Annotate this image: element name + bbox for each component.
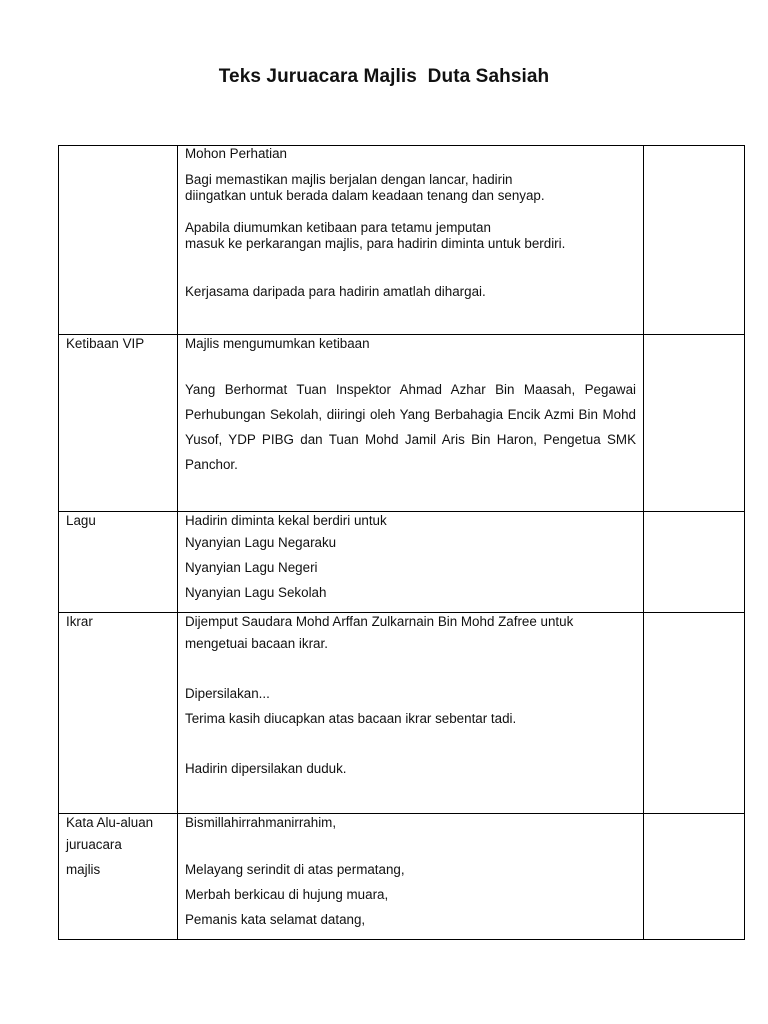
script-line: Pemanis kata selamat datang, <box>185 912 366 927</box>
script-line: Nyanyian Lagu Negeri <box>185 560 318 575</box>
section-label-cell <box>59 613 178 814</box>
script-text-cell <box>178 146 644 335</box>
table-row <box>59 512 745 613</box>
script-text-cell <box>178 512 644 613</box>
script-line: Bismillahirrahmanirrahim, <box>185 815 337 830</box>
script-text-cell <box>178 814 644 940</box>
script-line: Melayang serindit di atas permatang, <box>185 862 405 877</box>
script-line: Dijemput Saudara Mohd Arffan Zulkarnain Bin Mohd Zafree untuk <box>185 614 574 629</box>
table-row <box>59 335 745 512</box>
script-line: Bagi memastikan majlis berjalan dengan lancar, hadirin <box>185 172 513 187</box>
table-row <box>59 146 745 335</box>
script-text-cell <box>178 335 644 512</box>
notes-cell <box>644 146 745 335</box>
script-line: Kerjasama daripada para hadirin amatlah dihargai. <box>185 284 486 299</box>
script-line: diingatkan untuk berada dalam keadaan tenang dan senyap. <box>185 188 545 203</box>
section-label-cell <box>59 335 178 512</box>
section-label: Ikrar <box>66 614 93 629</box>
section-label: juruacara <box>66 837 122 852</box>
script-line: mengetuai bacaan ikrar. <box>185 636 328 651</box>
script-line: Merbah berkicau di hujung muara, <box>185 887 389 902</box>
table-row <box>59 613 745 814</box>
notes-cell <box>644 512 745 613</box>
script-line: Nyanyian Lagu Sekolah <box>185 585 327 600</box>
section-label: Lagu <box>66 513 96 528</box>
script-line: Nyanyian Lagu Negaraku <box>185 535 337 550</box>
section-label: majlis <box>66 862 101 877</box>
notes-cell <box>644 613 745 814</box>
table-row <box>59 814 745 940</box>
script-line: Majlis mengumumkan ketibaan <box>185 336 370 351</box>
script-line: Hadirin dipersilakan duduk. <box>185 761 347 776</box>
script-line: Mohon Perhatian <box>185 146 287 161</box>
section-label: Kata Alu-aluan <box>66 815 154 830</box>
emcee-script-table <box>58 145 745 940</box>
notes-cell <box>644 335 745 512</box>
section-label-cell <box>59 512 178 613</box>
section-label-cell <box>59 146 178 335</box>
document-title: Teks Juruacara Majlis Duta Sahsiah <box>218 66 550 87</box>
script-line: Apabila diumumkan ketibaan para tetamu jemputan <box>185 220 491 235</box>
script-line: masuk ke perkarangan majlis, para hadirin diminta untuk berdiri. <box>185 236 566 251</box>
script-paragraph: Yang Berhormat Tuan Inspektor Ahmad Azhar Bin Maasah, Pegawai Perhubungan Sekolah, diiringi oleh Yang Berbahagia Encik Azmi Bin Mohd Yusof, YDP PIBG dan Tuan Mohd Jamil Aris Bin Haron, Pengetua SMK Panchor. <box>185 382 636 472</box>
section-label: Ketibaan VIP <box>66 336 145 351</box>
script-text-cell <box>178 613 644 814</box>
script-line: Hadirin diminta kekal berdiri untuk <box>185 513 387 528</box>
script-line: Dipersilakan... <box>185 686 270 701</box>
section-label-cell <box>59 814 178 940</box>
notes-cell <box>644 814 745 940</box>
script-line: Terima kasih diucapkan atas bacaan ikrar sebentar tadi. <box>185 711 517 726</box>
